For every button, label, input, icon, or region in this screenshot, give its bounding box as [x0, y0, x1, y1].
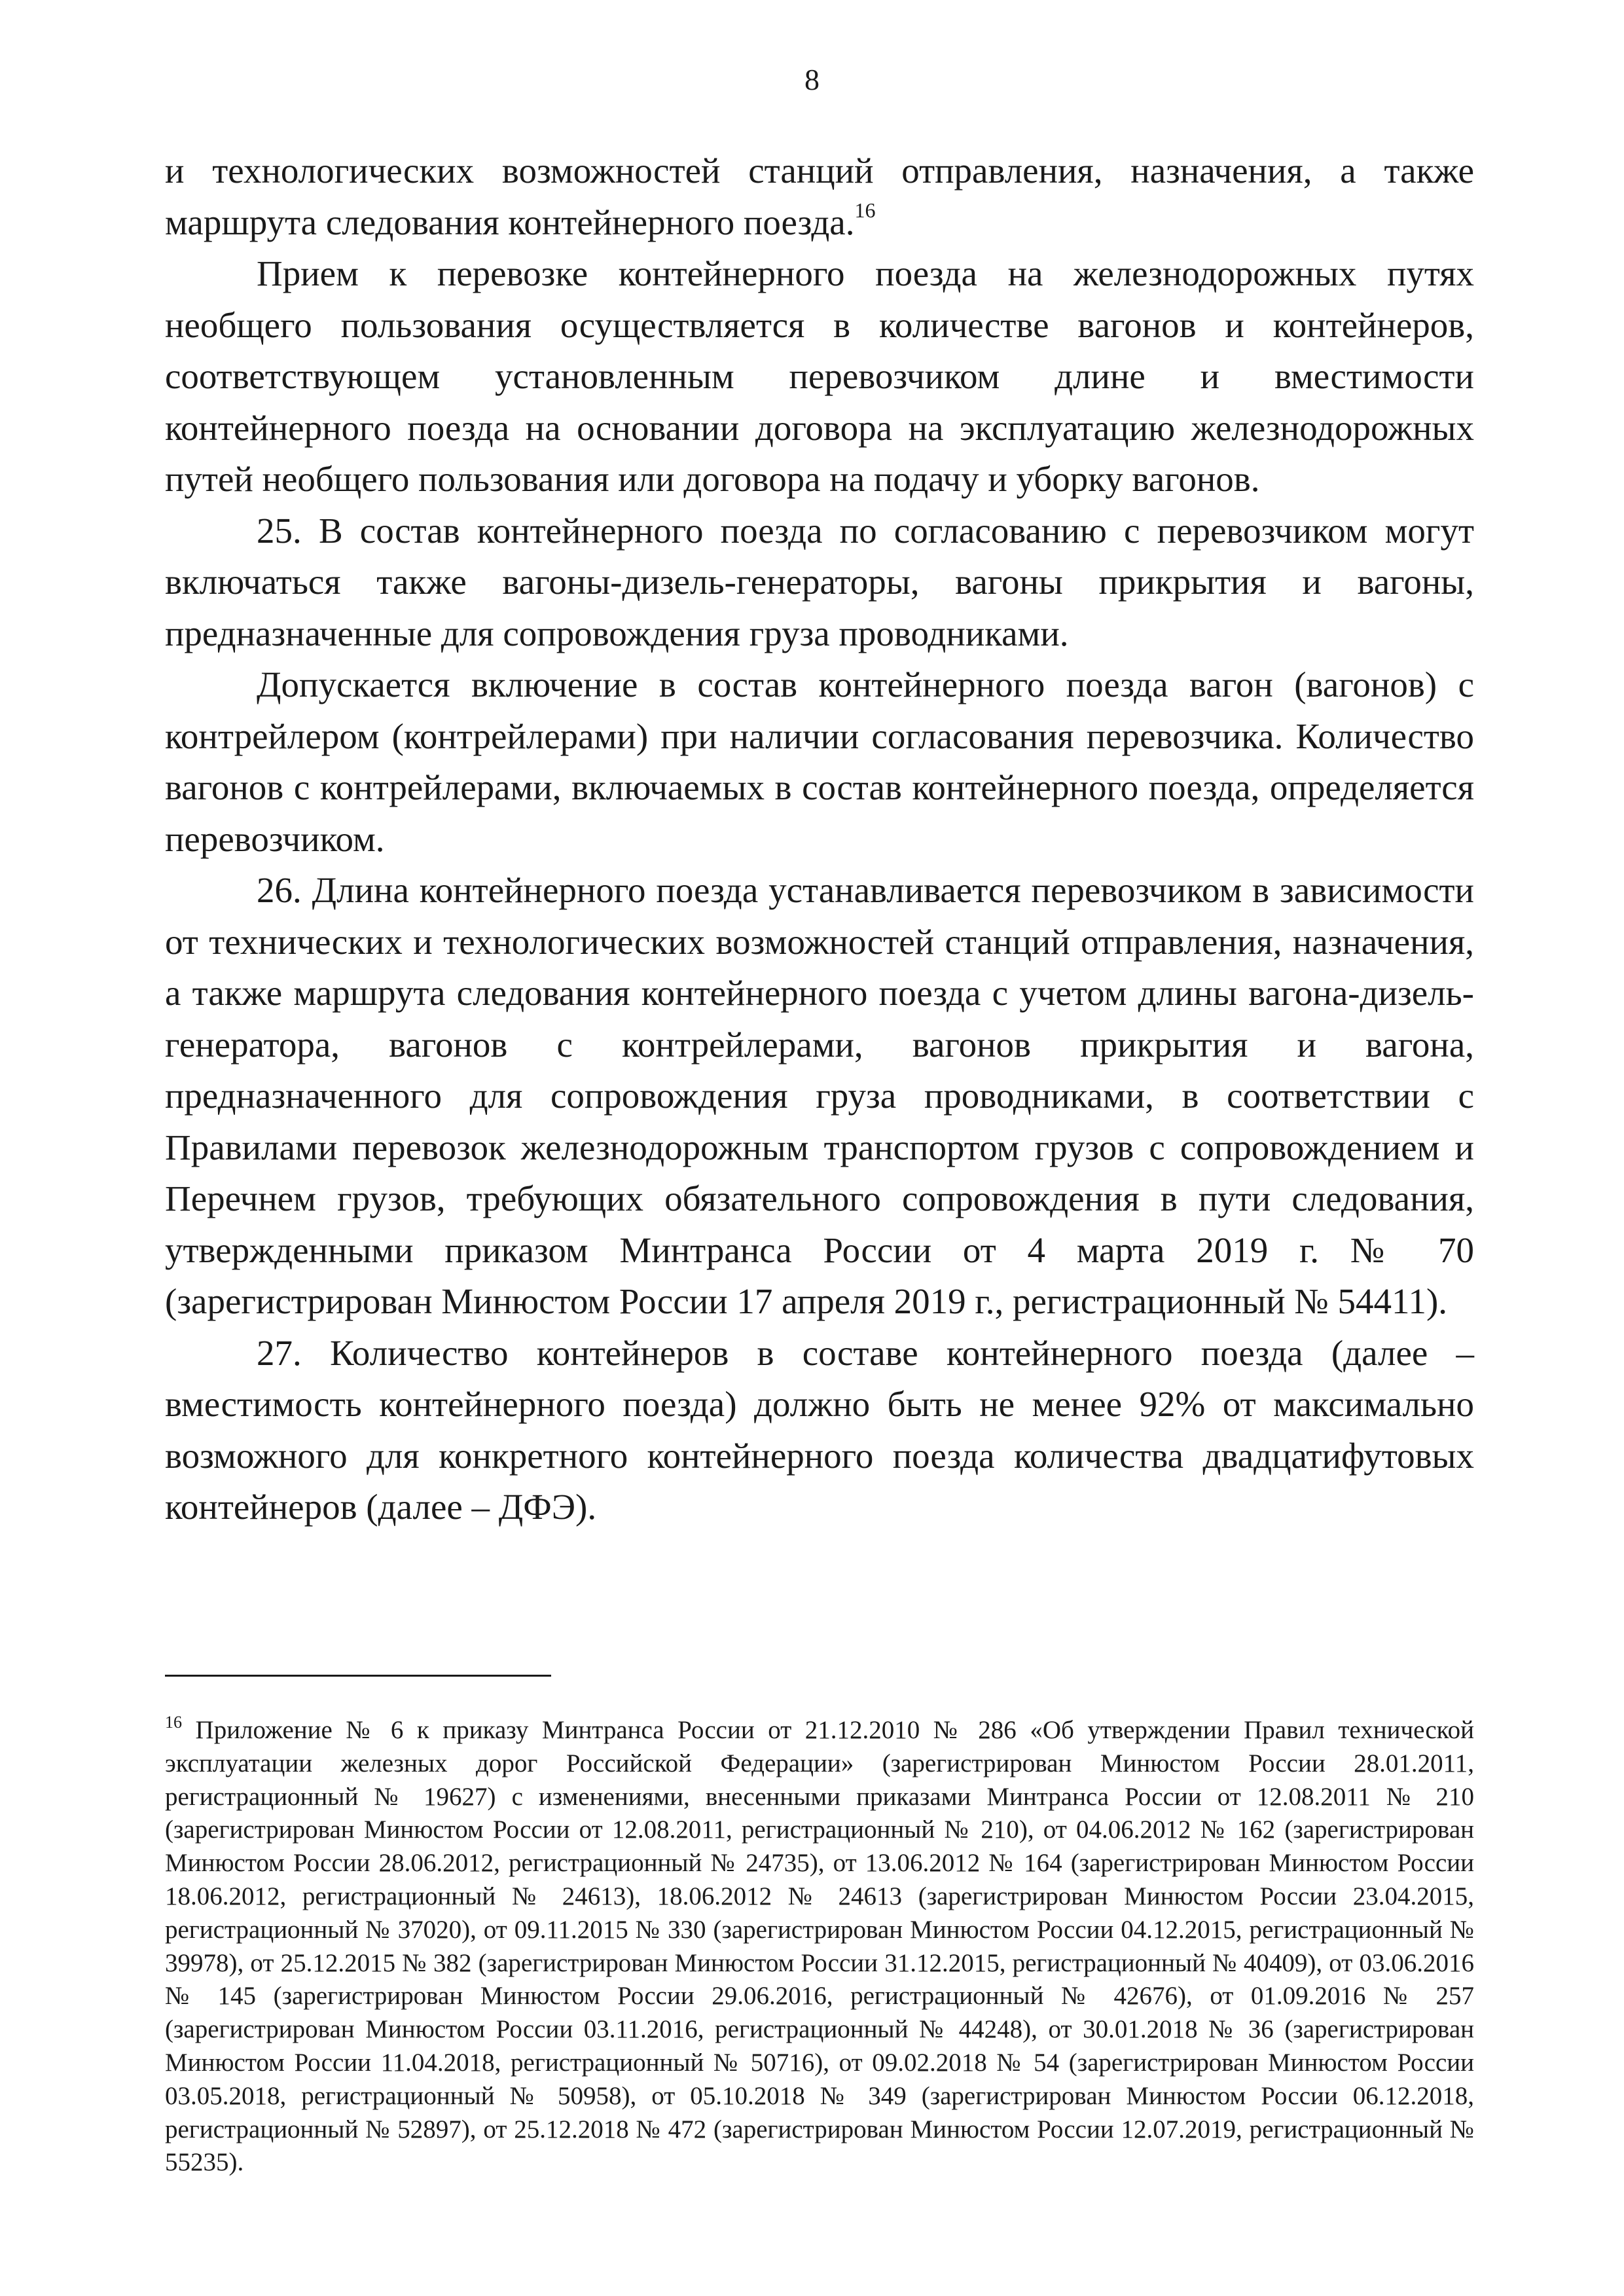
paragraph-continuation — [165, 145, 1474, 248]
paragraph-item-27: 27. Количество контейнеров в составе контейнерного поезда (далее – вместимость контейнерного поезда) должно быть не менее 92% от максимально возможного для конкретного контейнерного поезда количества двадцатифутовых контейнеров (далее – ДФЭ). — [165, 1332, 1474, 1527]
footnote-reference: 16 — [854, 198, 876, 222]
footnote — [165, 1714, 1474, 2179]
footnote-marker: 16 — [165, 1713, 182, 1732]
paragraph: Прием к перевозке контейнерного поезда на железнодорожных путях необщего пользования осуществляется в количестве вагонов и контейнеров, соответствующем установленным перевозчиком длине и вместимости контейнерного поезда на основании договора на эксплуатацию железнодорожных путей необщего пользования или договора на подачу и уборку вагонов. — [165, 253, 1474, 499]
paragraph: Допускается включение в состав контейнерного поезда вагон (вагонов) с контрейлером (контрейлерами) при наличии согласования перевозчика. Количество вагонов с контрейлерами, включаемых в состав контейнерного поезда, определяется перевозчиком. — [165, 665, 1474, 859]
document-body — [165, 145, 1474, 1533]
paragraph-item-26: 26. Длина контейнерного поезда устанавливается перевозчиком в зависимости от технических и технологических возможностей станций отправления, назначения, а также маршрута следования контейнерного поезда с учетом длины вагона-дизель-генератора, вагонов с контрейлерами, вагонов прикрытия и вагона, предназначенного для сопровождения груза проводниками, в соответствии с Правилами перевозок железнодорожным транспортом грузов с сопровождением и Перечнем грузов, требующих обязательного сопровождения в пути следования, утвержденными приказом Минтранса России от 4 марта 2019 г. № 70 (зарегистрирован Минюстом России 17 апреля 2019 г., регистрационный № 54411). — [165, 870, 1474, 1321]
footnote-text: Приложение № 6 к приказу Минтранса России от 21.12.2010 № 286 «Об утверждении Правил технической эксплуатации железных дорог Российской Федерации» (зарегистрирован Минюстом России 28.01.2011, регистрационный № 19627) с изменениями, внесенными приказами Минтранса России от 12.08.2011 № 210 (зарегистрирован Минюстом России от 12.08.2011, регистрационный № 210), от 04.06.2012 № 162 (зарегистрирован Минюстом России 28.06.2012, регистрационный № 24735), от 13.06.2012 № 164 (зарегистрирован Минюстом России 18.06.2012, регистрационный № 24613), 18.06.2012 № 24613 (зарегистрирован Минюстом России 23.04.2015, регистрационный № 37020), от 09.11.2015 № 330 (зарегистрирован Минюстом России 04.12.2015, регистрационный № 39978), от 25.12.2015 № 382 (зарегистрирован Минюстом России 31.12.2015, регистрационный № 40409), от 03.06.2016 № 145 (зарегистрирован Минюстом России 29.06.2016, регистрационный № 42676), от 01.09.2016 № 257 (зарегистрирован Минюстом России 03.11.2016, регистрационный № 44248), от 30.01.2018 № 36 (зарегистрирован Минюстом России 11.04.2018, регистрационный № 50716), от 09.02.2018 № 54 (зарегистрирован Минюстом России 03.05.2018, регистрационный № 50958), от 05.10.2018 № 349 (зарегистрирован Минюстом России 06.12.2018, регистрационный № 52897), от 25.12.2018 № 472 (зарегистрирован Минюстом России 12.07.2019, регистрационный № 55235). — [165, 1716, 1474, 2177]
paragraph-text: и технологических возможностей станций отправления, назначения, а также маршрута следования контейнерного поезда. — [165, 151, 1474, 242]
page-number: 8 — [804, 63, 820, 96]
footnote-separator — [165, 1675, 551, 1677]
paragraph-item-25: 25. В состав контейнерного поезда по согласованию с перевозчиком могут включаться также вагоны-дизель-генераторы, вагоны прикрытия и вагоны, предназначенные для сопровождения груза проводниками. — [165, 510, 1474, 653]
